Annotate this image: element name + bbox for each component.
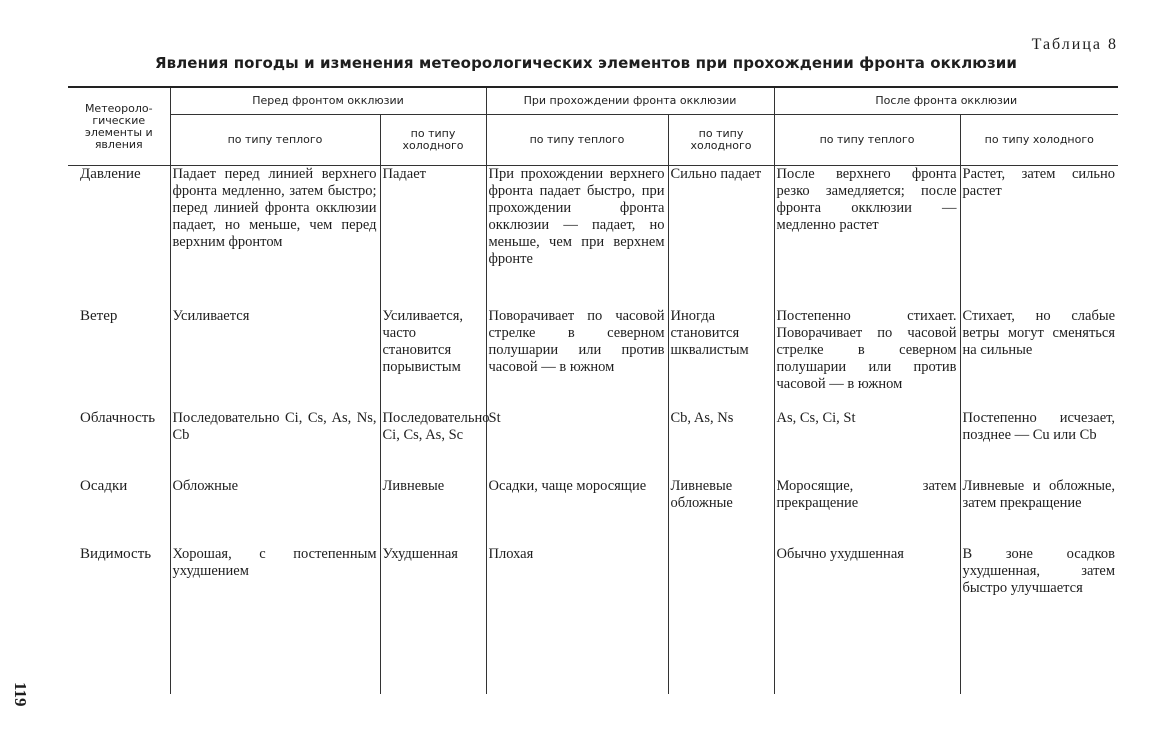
cell-pressure-after-warm: После верхнего фронта резко замедляется; после фронта окклюзии — медленно растет [774,166,960,308]
cell-precip-during-cold: Ливневые обложные [668,478,774,546]
cell-wind-during-warm: Поворачивает по часовой стрелке в северном полушарии или против часовой — в южном [486,308,668,410]
header-during-warm: по типу теплого [486,115,668,166]
param-clouds: Облачность [80,409,156,426]
cell-pressure-during-cold: Сильно падает [668,166,774,308]
cell-clouds-after-cold: Постепенно исчезает, позднее — Cu или Cb [960,410,1118,478]
header-group-during: При прохождении фронта окклюзии [486,87,774,115]
header-group-after: После фронта окклюзии [774,87,1118,115]
cell-wind-during-cold: Иногда становится шквалистым [668,308,774,410]
table-row-clouds [68,410,1118,478]
header-before-cold: по типу холодного [380,115,486,166]
header-group-before: Перед фронтом окклюзии [170,87,486,115]
cell-wind-after-cold: Стихает, но слабые ветры могут сменяться на сильные [960,308,1118,410]
cell-wind-before-warm: Усиливается [170,308,380,410]
param-precipitation: Осадки [80,477,128,494]
param-visibility: Видимость [80,545,152,562]
table-number: Таблица 8 [1031,36,1118,53]
header-during-cold: по типу холодного [668,115,774,166]
cell-vis-before-warm: Хорошая, с постепенным ухудшением [170,546,380,694]
param-wind: Ветер [80,307,118,324]
cell-pressure-before-cold: Падает [380,166,486,308]
header-param-column: Метеороло-гические элементы и явления [68,87,170,166]
param-pressure: Давление [80,166,141,182]
cell-vis-during-warm: Плохая [486,546,668,694]
table-row-visibility [68,546,1118,694]
table-title: Явления погоды и изменения метеорологических элементов при прохождении фронта окклюзии [154,54,1018,72]
cell-vis-during-cold [668,546,774,694]
header-after-warm: по типу теплого [774,115,960,166]
cell-clouds-before-warm: Последовательно Ci, Cs, As, Ns, Cb [170,410,380,478]
cell-wind-after-warm: Постепенно стихает. Поворачивает по часовой стрелке в северном полушарии или против часовой — в южном [774,308,960,410]
cell-clouds-during-cold: Cb, As, Ns [668,410,774,478]
cell-precip-after-warm: Моросящие, затем прекращение [774,478,960,546]
cell-precip-before-cold: Ливневые [380,478,486,546]
weather-table [68,86,1118,694]
cell-pressure-before-warm: Падает перед линией верхнего фронта медленно, затем быстро; перед линией фронта окклюзии падает, но меньше, чем перед верхним фронтом [170,166,380,308]
cell-pressure-after-cold: Растет, затем сильно растет [960,166,1118,308]
table-row-pressure [68,166,1118,308]
cell-vis-after-cold: В зоне осадков ухудшенная, затем быстро улучшается [960,546,1118,694]
cell-pressure-during-warm: При прохождении верхнего фронта падает быстро, при прохождении фронта окклюзии — падает, но меньше, чем при верхнем фронте [486,166,668,308]
cell-precip-during-warm: Осадки, чаще моросящие [486,478,668,546]
cell-wind-before-cold: Усиливается, часто становится порывистым [380,308,486,410]
table-row-precipitation [68,478,1118,546]
cell-precip-after-cold: Ливневые и обложные, затем прекращение [960,478,1118,546]
cell-clouds-before-cold: Последовательно Ci, Cs, As, Sc [380,410,486,478]
cell-precip-before-warm: Обложные [170,478,380,546]
page-number: 119 [11,682,30,707]
table-row-wind [68,308,1118,410]
cell-vis-before-cold: Ухудшенная [380,546,486,694]
cell-clouds-after-warm: As, Cs, Ci, St [774,410,960,478]
cell-vis-after-warm: Обычно ухудшенная [774,546,960,694]
header-before-warm: по типу теплого [170,115,380,166]
cell-clouds-during-warm: St [486,410,668,478]
header-after-cold: по типу холодного [960,115,1118,166]
